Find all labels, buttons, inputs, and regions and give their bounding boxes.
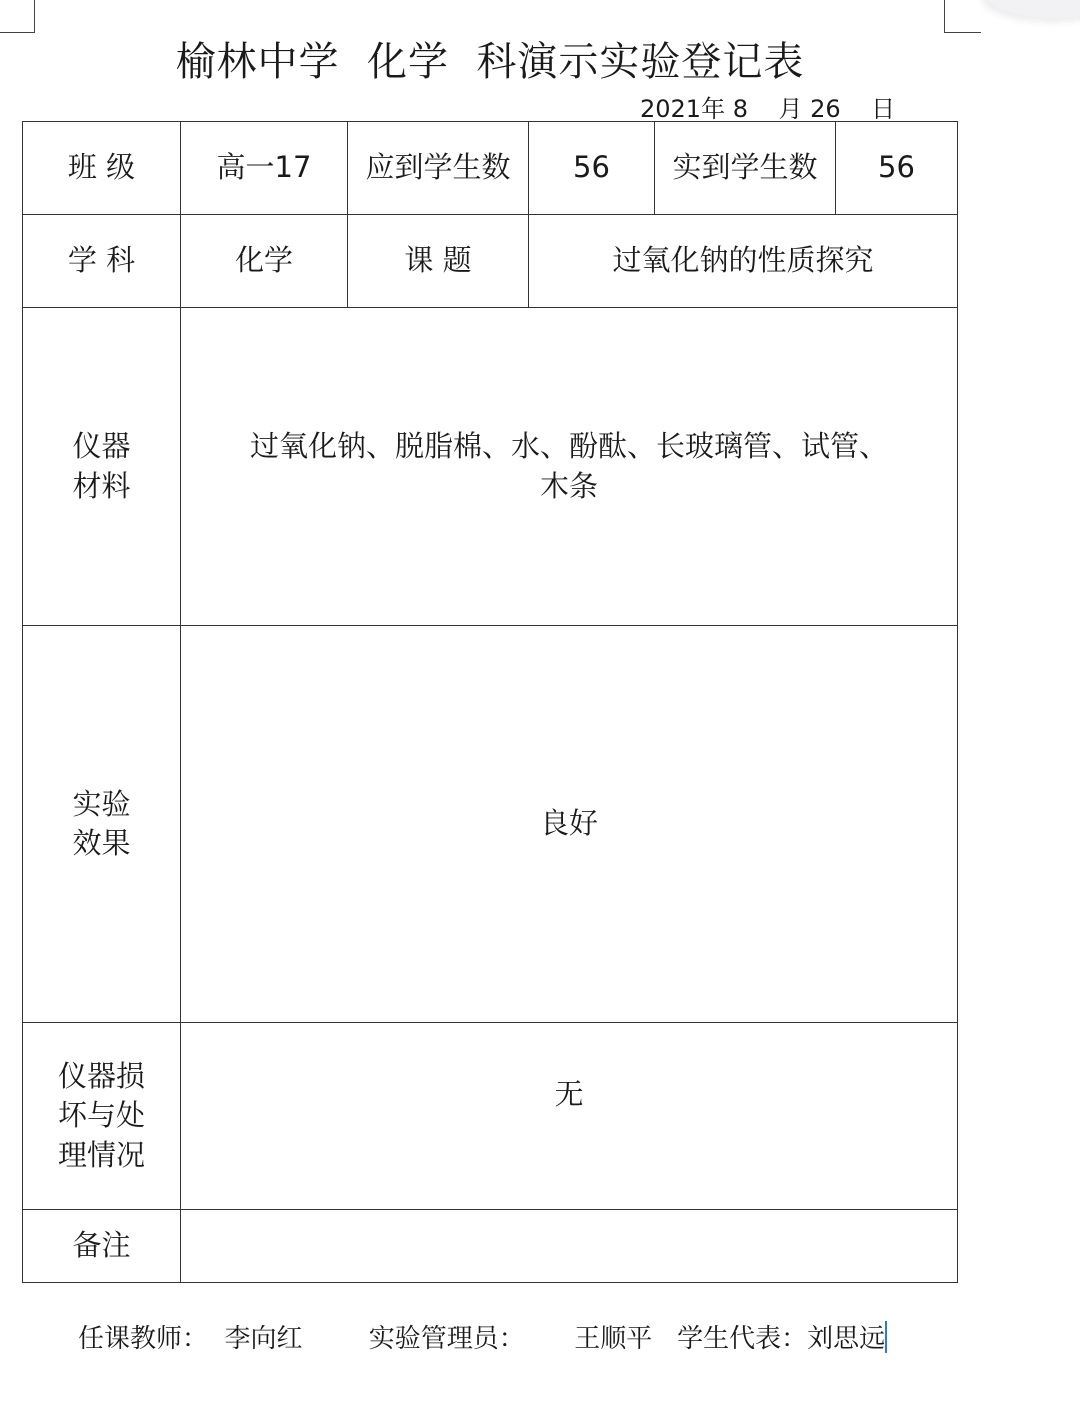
materials-value-line2: 木条 <box>539 468 598 503</box>
damage-value-text: 无 <box>554 1077 584 1111</box>
manager-label: 实验管理员： <box>368 1324 525 1354</box>
expected-students-label: 应到学生数 <box>348 122 529 215</box>
damage-value[interactable] <box>181 1023 958 1210</box>
materials-label-line1: 仪器 <box>72 429 131 464</box>
actual-students-value[interactable]: 56 <box>836 122 958 215</box>
table-row <box>23 1210 958 1283</box>
table-row <box>23 122 958 215</box>
materials-label-line2: 材料 <box>72 468 131 503</box>
materials-value[interactable] <box>181 308 958 626</box>
topic-value[interactable]: 过氧化钠的性质探究 <box>529 215 958 308</box>
student-label: 学生代表： <box>677 1324 808 1354</box>
form-date: 2021年 8 月 26 日 <box>640 95 896 123</box>
class-label: 班 级 <box>23 122 181 215</box>
signature-footer <box>78 1318 887 1355</box>
damage-label-line2: 坏与处 <box>57 1098 145 1133</box>
subject-label: 学 科 <box>23 215 181 308</box>
table-row <box>23 626 958 1023</box>
topic-label: 课 题 <box>348 215 529 308</box>
materials-value-line1: 过氧化钠、脱脂棉、水、酚酞、长玻璃管、试管、 <box>249 429 888 464</box>
subject-value[interactable]: 化学 <box>181 215 348 308</box>
teacher-name[interactable]: 李向红 <box>224 1324 303 1354</box>
damage-label-line1: 仪器损 <box>57 1059 145 1094</box>
text-cursor <box>885 1321 887 1353</box>
actual-students-label: 实到学生数 <box>655 122 836 215</box>
remarks-value[interactable] <box>181 1210 958 1283</box>
table-row <box>23 1023 958 1210</box>
page-curl <box>985 0 1080 18</box>
experiment-register-table <box>22 121 958 1283</box>
effect-label-line1: 实验 <box>72 786 131 821</box>
manager-name[interactable]: 王顺平 <box>574 1324 653 1354</box>
remarks-label: 备注 <box>23 1210 181 1283</box>
table-row <box>23 308 958 626</box>
teacher-label: 任课教师： <box>78 1324 209 1354</box>
student-name[interactable]: 刘思远 <box>807 1324 886 1354</box>
expected-students-value[interactable]: 56 <box>529 122 655 215</box>
materials-label <box>23 308 181 626</box>
form-title: 榆林中学 化学 科演示实验登记表 <box>175 39 805 85</box>
class-value[interactable]: 高一17 <box>181 122 348 215</box>
effect-value[interactable]: 良好 <box>181 626 958 1023</box>
crop-mark-left <box>0 0 35 33</box>
effect-label-line2: 效果 <box>72 826 131 860</box>
effect-label <box>23 626 181 1023</box>
crop-mark-right <box>944 0 981 33</box>
damage-label <box>23 1023 181 1210</box>
damage-label-line3: 理情况 <box>57 1137 145 1172</box>
table-row <box>23 215 958 308</box>
